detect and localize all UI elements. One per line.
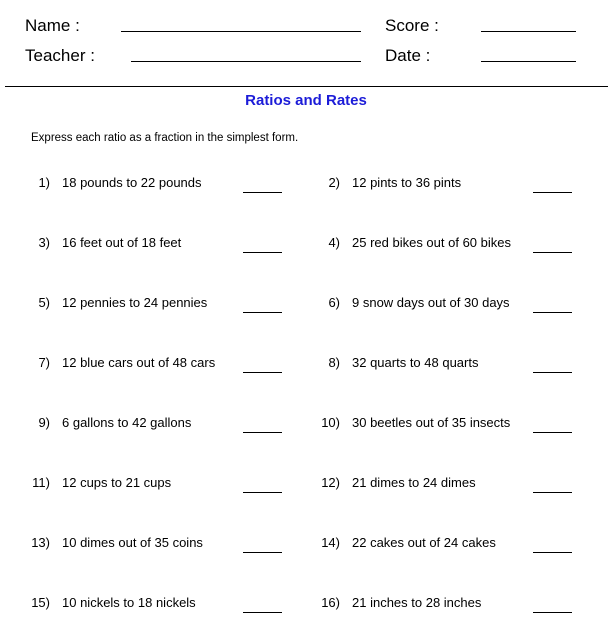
- problem-number: 5): [38, 295, 50, 310]
- problem-number: 8): [328, 355, 340, 370]
- problem-text: 16 feet out of 18 feet: [62, 235, 182, 250]
- problem-item: [0, 295, 612, 315]
- problem-item: [0, 475, 612, 495]
- problem-number: 7): [38, 355, 50, 370]
- problem-text: 22 cakes out of 24 cakes: [352, 535, 496, 550]
- worksheet-title: Ratios and Rates: [245, 92, 367, 109]
- problem-text: 21 dimes to 24 dimes: [352, 475, 476, 490]
- answer-blank[interactable]: [533, 192, 572, 193]
- problem-number: 11): [32, 475, 50, 490]
- problem-number: 13): [31, 535, 50, 550]
- problem-number: 1): [38, 175, 50, 190]
- teacher-label: Teacher :: [25, 46, 95, 65]
- answer-blank[interactable]: [533, 252, 572, 253]
- problem-text: 25 red bikes out of 60 bikes: [352, 235, 511, 250]
- problem-item: [0, 355, 612, 375]
- answer-blank[interactable]: [533, 612, 572, 613]
- problem-number: 2): [328, 175, 340, 190]
- problem-item: [0, 535, 612, 555]
- problem-number: 4): [328, 235, 340, 250]
- problem-number: 12): [321, 475, 340, 490]
- problem-number: 16): [321, 595, 340, 610]
- answer-blank[interactable]: [533, 492, 572, 493]
- problem-text: 18 pounds to 22 pounds: [62, 175, 202, 190]
- name-label: Name :: [25, 16, 80, 35]
- answer-blank[interactable]: [533, 432, 572, 433]
- answer-blank[interactable]: [533, 552, 572, 553]
- problem-number: 9): [38, 415, 50, 430]
- problem-item: [0, 415, 612, 435]
- problem-number: 10): [321, 415, 340, 430]
- problem-text: 12 pints to 36 pints: [352, 175, 462, 190]
- problem-text: 12 pennies to 24 pennies: [62, 295, 208, 310]
- problem-item: [0, 235, 612, 255]
- problem-text: 9 snow days out of 30 days: [352, 295, 510, 310]
- problem-number: 15): [31, 595, 50, 610]
- problem-item: [0, 595, 612, 615]
- problem-text: 10 dimes out of 35 coins: [62, 535, 203, 550]
- problem-number: 3): [38, 235, 50, 250]
- problem-text: 12 cups to 21 cups: [62, 475, 172, 490]
- date-label: Date :: [385, 46, 431, 65]
- answer-blank[interactable]: [533, 312, 572, 313]
- score-label: Score :: [385, 16, 439, 35]
- problem-text: 21 inches to 28 inches: [352, 595, 482, 610]
- problem-number: 14): [321, 535, 340, 550]
- problem-text: 6 gallons to 42 gallons: [62, 415, 192, 430]
- problem-text: 12 blue cars out of 48 cars: [62, 355, 216, 370]
- problem-item: [0, 175, 612, 195]
- answer-blank[interactable]: [533, 372, 572, 373]
- problem-number: 6): [328, 295, 340, 310]
- instructions: Express each ratio as a fraction in the simplest form.: [31, 132, 299, 144]
- problem-text: 30 beetles out of 35 insects: [352, 415, 511, 430]
- problem-text: 10 nickels to 18 nickels: [62, 595, 196, 610]
- problem-text: 32 quarts to 48 quarts: [352, 355, 479, 370]
